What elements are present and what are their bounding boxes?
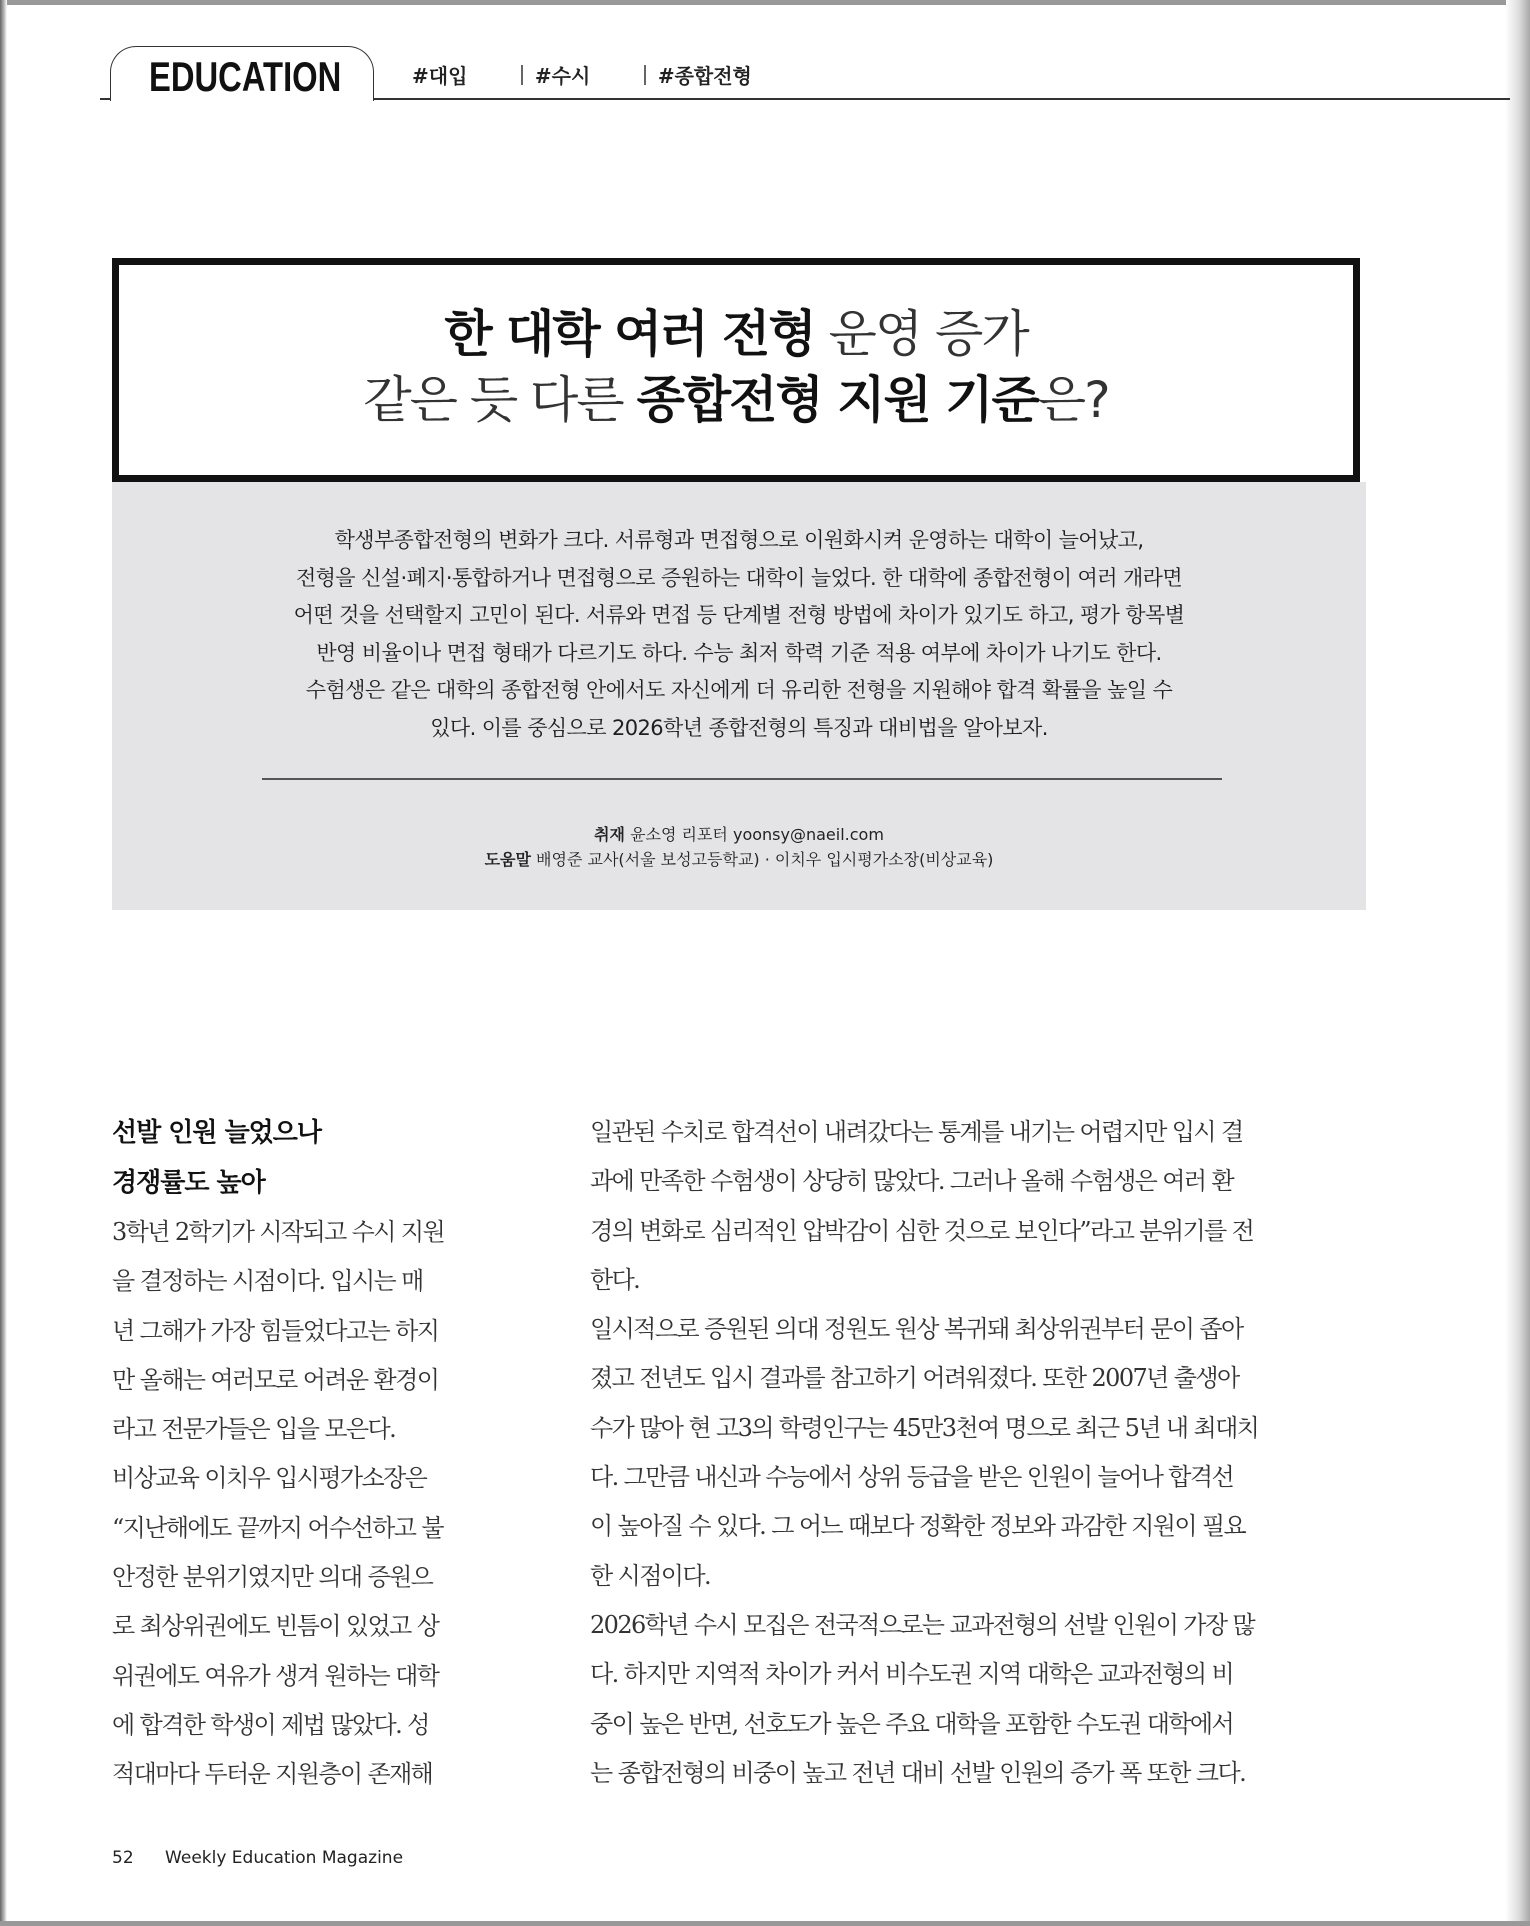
headline-line-1	[119, 301, 1353, 367]
lead-summary-box	[112, 482, 1366, 910]
headline-text: 같은 듯 다른	[363, 371, 637, 429]
page-footer	[112, 1848, 403, 1868]
help-label: 도움말	[484, 850, 531, 869]
body-line: 한다.	[590, 1265, 640, 1294]
summary-divider	[262, 778, 1222, 780]
headline-emphasis: 종합전형 지원 기준	[636, 371, 1038, 429]
headline-text: 운영 증가	[814, 305, 1028, 363]
headline-emphasis: 한 대학 여러 전형	[444, 305, 815, 363]
reporter-name: 윤소영 리포터 yoonsy@naeil.com	[624, 825, 884, 844]
headline-box	[112, 258, 1360, 482]
subheading-line: 선발 인원 늘었으나	[112, 1118, 322, 1148]
body-paragraphs	[590, 1108, 1370, 1798]
body-line: 일시적으로 증원된 의대 정원도 원상 복귀돼 최상위권부터 문이 좁아	[590, 1315, 1243, 1344]
article-column-right	[590, 1108, 1370, 1798]
lead-paragraph	[112, 522, 1366, 747]
subheading-line: 경쟁률도 높아	[112, 1168, 265, 1198]
reporter-credit	[112, 822, 1366, 847]
lead-line: 어떤 것을 선택할지 고민이 된다. 서류와 면접 등 단계별 전형 방법에 차이가 있기도 하고, 평가 항목별	[293, 603, 1185, 627]
body-line: 수가 많아 현 고3의 학령인구는 45만3천여 명으로 최근 5년 내 최대치	[590, 1413, 1259, 1442]
body-line: 년 그해가 가장 힘들었다고는 하지	[112, 1316, 439, 1345]
subheading	[112, 1108, 502, 1208]
page-bottom-edge	[0, 1921, 1530, 1926]
hashtag-list	[412, 60, 752, 89]
body-line: 라고 전문가들은 입을 모은다.	[112, 1415, 396, 1444]
lead-line: 수험생은 같은 대학의 종합전형 안에서도 자신에게 더 유리한 전형을 지원해야 합격 확률을 높일 수	[305, 678, 1173, 702]
body-line: 다. 그만큼 내신과 수능에서 상위 등급을 받은 인원이 늘어나 합격선	[590, 1463, 1234, 1492]
body-line: 는 종합전형의 비중이 높고 전년 대비 선발 인원의 증가 폭 또한 크다.	[590, 1758, 1246, 1787]
body-line: 비상교육 이치우 입시평가소장은	[112, 1464, 427, 1493]
body-line: 위권에도 여유가 생겨 원하는 대학	[112, 1661, 439, 1690]
body-line: 졌고 전년도 입시 결과를 참고하기 어려워졌다. 또한 2007년 출생아	[590, 1364, 1239, 1393]
body-line: “지난해에도 끝까지 어수선하고 불	[112, 1513, 443, 1542]
page-right-edge	[1506, 0, 1530, 1926]
body-line: 다. 하지만 지역적 차이가 커서 비수도권 지역 대학은 교과전형의 비	[590, 1660, 1234, 1689]
section-tab	[110, 46, 374, 101]
byline	[112, 822, 1366, 872]
body-line: 이 높아질 수 있다. 그 어느 때보다 정확한 정보와 과감한 지원이 필요	[590, 1512, 1246, 1541]
body-line: 한 시점이다.	[590, 1561, 710, 1590]
body-line: 에 합격한 학생이 제법 많았다. 성	[112, 1710, 429, 1739]
body-line: 중이 높은 반면, 선호도가 높은 주요 대학을 포함한 수도권 대학에서	[590, 1709, 1234, 1738]
magazine-name: Weekly Education Magazine	[165, 1848, 404, 1868]
page-number: 52	[112, 1848, 134, 1868]
lead-line: 전형을 신설·폐지·통합하거나 면접형으로 증원하는 대학이 늘었다. 한 대학에 종합전형이 여러 개라면	[295, 565, 1183, 590]
body-paragraphs	[112, 1208, 502, 1800]
lead-line: 학생부종합전형의 변화가 크다. 서류형과 면접형으로 이원화시켜 운영하는 대학이 늘어났고,	[334, 528, 1144, 552]
page-top-edge	[0, 0, 1530, 5]
body-line: 일관된 수치로 합격선이 내려갔다는 통계를 내기는 어렵지만 입시 결	[590, 1118, 1243, 1146]
article-column-left	[112, 1108, 502, 1800]
hashtag: #대입	[412, 64, 468, 88]
reporter-label: 취재	[594, 825, 625, 844]
lead-line: 반영 비율이나 면접 형태가 다르기도 하다. 수능 최저 학력 기준 적용 여부에 차이가 나기도 한다.	[316, 640, 1162, 665]
body-line: 로 최상위권에도 빈틈이 있었고 상	[112, 1612, 439, 1641]
body-line: 을 결정하는 시점이다. 입시는 매	[112, 1267, 423, 1296]
hashtag: #종합전형	[657, 64, 752, 88]
page-left-edge	[0, 0, 7, 1926]
body-line: 2026학년 수시 모집은 전국적으로는 교과전형의 선발 인원이 가장 많	[590, 1610, 1255, 1639]
body-line: 경의 변화로 심리적인 압박감이 심한 것으로 보인다”라고 분위기를 전	[590, 1216, 1254, 1245]
headline-line-2	[119, 367, 1353, 433]
headline-text: 은?	[1037, 371, 1109, 429]
body-line: 만 올해는 여러모로 어려운 환경이	[112, 1365, 439, 1394]
tag-divider	[644, 65, 646, 85]
body-line: 과에 만족한 수험생이 상당히 많았다. 그러나 올해 수험생은 여러 환	[590, 1167, 1234, 1196]
hashtag: #수시	[534, 64, 591, 88]
help-names: 배영준 교사(서울 보성고등학교) · 이치우 입시평가소장(비상교육)	[530, 850, 994, 869]
body-line: 적대마다 두터운 지원층이 존재해	[112, 1760, 433, 1789]
section-label: EDUCATION	[149, 53, 342, 100]
tag-divider	[521, 65, 523, 85]
help-credit	[112, 847, 1366, 872]
lead-line: 있다. 이를 중심으로 2026학년 종합전형의 특징과 대비법을 알아보자.	[430, 715, 1048, 740]
body-line: 3학년 2학기가 시작되고 수시 지원	[112, 1218, 445, 1246]
body-line: 안정한 분위기였지만 의대 증원으	[112, 1563, 433, 1592]
